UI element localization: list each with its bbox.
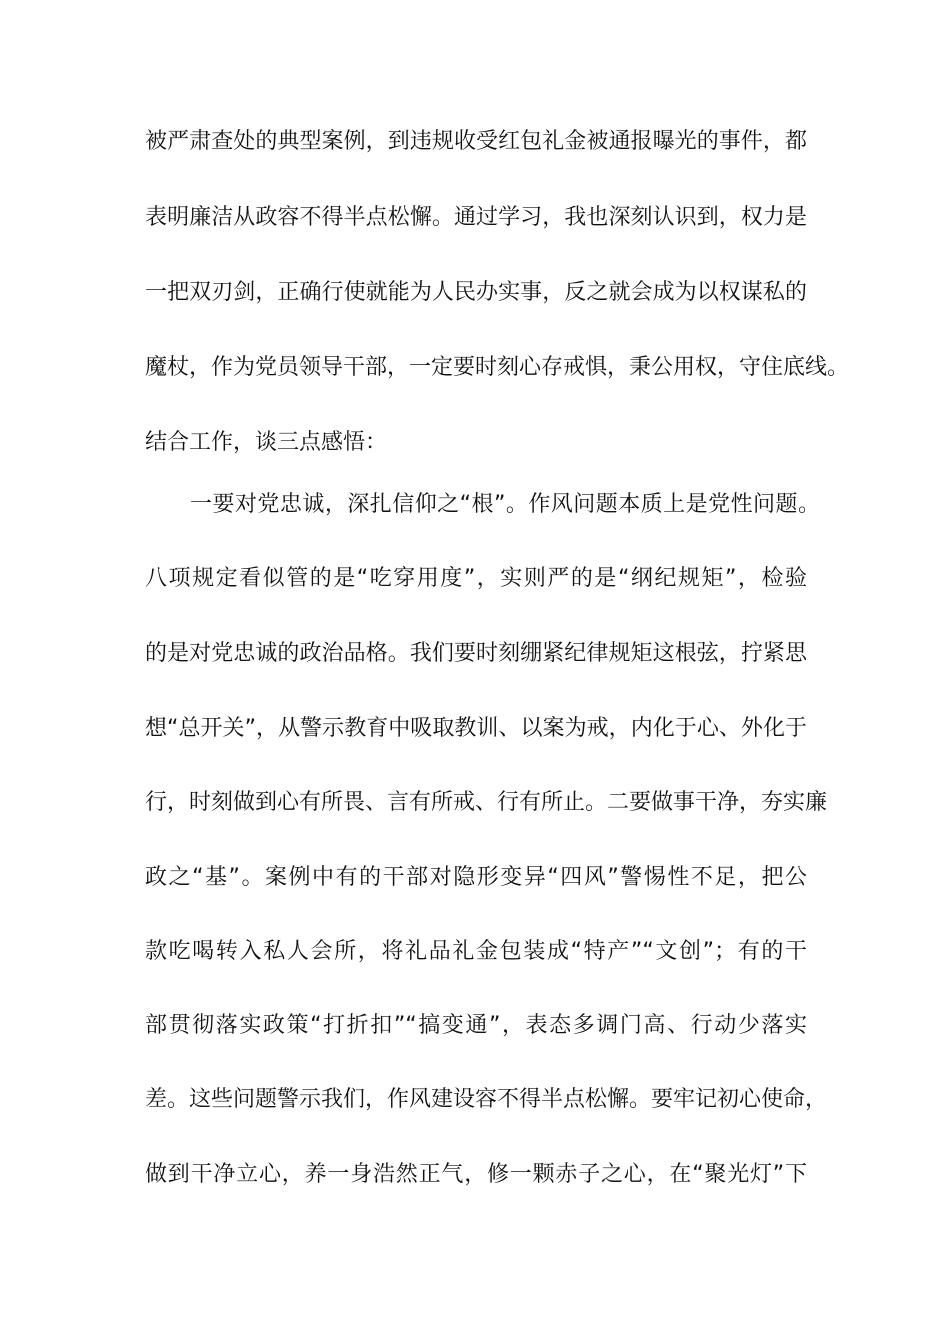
paragraph-line: 魔杖，作为党员领导干部，一定要时刻心存戒惧，秉公用权，守住底线。 bbox=[145, 355, 850, 380]
paragraph-line: 八项规定看似管的是“吃穿用度”，实则严的是“纲纪规矩”，检验 bbox=[145, 566, 807, 591]
paragraph-line: 政之“基”。案例中有的干部对隐形变异“四风”警惕性不足，把公 bbox=[145, 865, 807, 890]
paragraph-line: 的是对党忠诚的政治品格。我们要时刻绷紧纪律规矩这根弦，拧紧思 bbox=[145, 641, 807, 666]
paragraph-line: 部贯彻落实政策“打折扣”“搞变通”，表态多调门高、行动少落实 bbox=[145, 1013, 807, 1038]
paragraph-line: 差。这些问题警示我们，作风建设容不得半点松懈。要牢记初心使命， bbox=[145, 1087, 828, 1112]
paragraph-line: 被严肃查处的典型案例，到违规收受红包礼金被通报曝光的事件，都 bbox=[145, 129, 807, 154]
paragraph-line: 一要对党忠诚，深扎信仰之“根”。作风问题本质上是党性问题。 bbox=[190, 492, 820, 517]
paragraph-line: 做到干净立心，养一身浩然正气，修一颗赤子之心，在“聚光灯”下 bbox=[145, 1162, 807, 1187]
paragraph-line: 行，时刻做到心有所畏、言有所戒、行有所止。二要做事干净，夯实廉 bbox=[145, 790, 828, 815]
paragraph-line: 结合工作，谈三点感悟： bbox=[145, 430, 388, 455]
paragraph-line: 表明廉洁从政容不得半点松懈。通过学习，我也深刻认识到，权力是 bbox=[145, 205, 807, 230]
paragraph-line: 款吃喝转入私人会所，将礼品礼金包装成“特产”“文创”；有的干 bbox=[145, 939, 807, 964]
paragraph-line: 一把双刃剑，正确行使就能为人民办实事，反之就会成为以权谋私的 bbox=[145, 280, 807, 305]
paragraph-line: 想“总开关”，从警示教育中吸取教训、以案为戒，内化于心、外化于 bbox=[145, 716, 807, 741]
